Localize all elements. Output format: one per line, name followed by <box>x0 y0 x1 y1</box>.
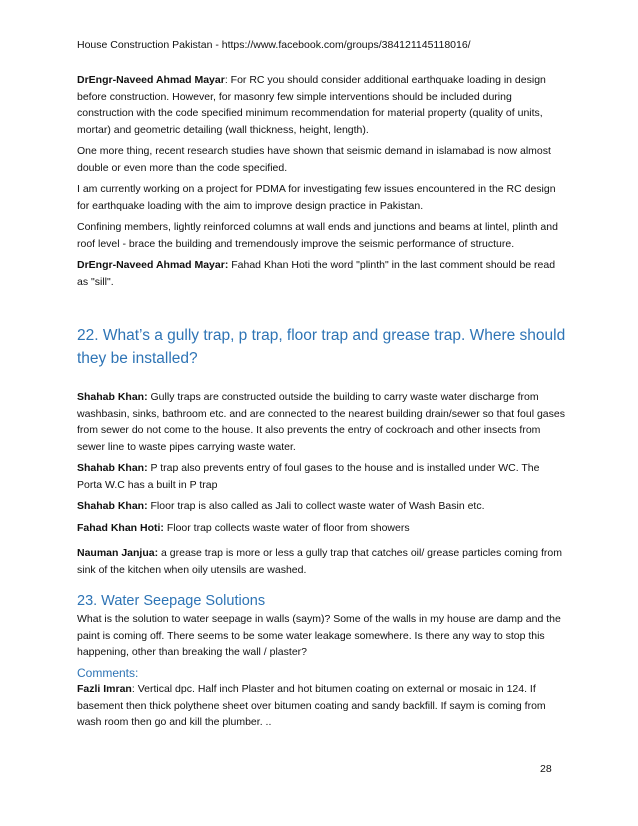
intro-paragraph-3 <box>77 181 565 214</box>
page-number: 28 <box>540 763 552 775</box>
section-22-comment-2 <box>77 460 565 493</box>
section-22-comment-1 <box>77 389 565 455</box>
speaker-name: Shahab Khan: <box>77 391 148 403</box>
separator: : <box>131 683 138 695</box>
section-22-comment-5 <box>77 545 565 578</box>
comment-text: Vertical dpc. Half inch Plaster and hot bitumen coating on external or mosaic in 124. If basement then thick polythene sheet over bitumen coating and sandy backfill. If saym is coming from wash room then go and kill the plumber. .. <box>77 683 546 728</box>
comments-heading: Comments: <box>77 666 139 680</box>
comment-text: Gully traps are constructed outside the building to carry waste water discharge from washbasin, sinks, bathroom etc. and are connected to the nearest building drain/sewer so that foul gases from sewer do not come to the house. It also prevents the entry of cockroach and other insects from sewer line to waste pipes carrying waste water. <box>77 391 565 453</box>
comment-text: a grease trap is more or less a gully trap that catches oil/ grease particles coming from sink of the kitchen when oily utensils are washed. <box>77 547 562 576</box>
intro-paragraph-2 <box>77 143 565 176</box>
section-22-title: 22. What’s a gully trap, p trap, floor trap and grease trap. Where should they be installed? <box>77 327 566 367</box>
page-header: House Construction Pakistan - https://www.facebook.com/groups/384121145118016/ <box>77 39 471 51</box>
speaker-name: DrEngr-Naveed Ahmad Mayar <box>77 74 225 86</box>
speaker-name: Fahad Khan Hoti: <box>77 522 164 534</box>
speaker-name: DrEngr-Naveed Ahmad Mayar: <box>77 259 229 271</box>
question-text: What is the solution to water seepage in walls (saym)? Some of the walls in my house are damp and the paint is coming off. There seems to be some water leakage somewhere. Is there any way to stop this happening, other than breaking the wall / plaster? <box>77 613 561 658</box>
comment-text: For RC you should consider additional earthquake loading in design before construction. However, for masonry few simple interventions should be included during construction with the code specified minimum recommendation for material property (quality of units, mortar) and geometric detailing (wall thickness, height, length). <box>77 74 546 136</box>
comment-text: Fahad Khan Hoti the word "plinth" in the last comment should be read as "sill". <box>77 259 556 288</box>
separator: : <box>224 74 231 86</box>
section-23-title: 23. Water Seepage Solutions <box>77 593 266 609</box>
section-23-question <box>77 611 565 661</box>
paragraph-text: Confining members, lightly reinforced columns at wall ends and junctions and beams at lintel, plinth and roof level - brace the building and tremendously improve the seismic performance of structure. <box>77 221 558 250</box>
section-22-comment-3 <box>77 498 565 515</box>
intro-comment-5 <box>77 257 565 290</box>
intro-paragraph-4 <box>77 219 565 252</box>
section-23-comment <box>77 681 565 731</box>
section-22-comment-4 <box>77 520 565 537</box>
paragraph-text: One more thing, recent research studies have shown that seismic demand in islamabad is now almost double or even more than the code specified. <box>77 145 551 174</box>
speaker-name: Nauman Janjua: <box>77 547 159 559</box>
speaker-name: Shahab Khan: <box>77 500 148 512</box>
comment-text: P trap also prevents entry of foul gases to the house and is installed under WC. The Porta W.C has a built in P trap <box>77 462 540 491</box>
comment-text: Floor trap is also called as Jali to collect waste water of Wash Basin etc. <box>150 500 485 512</box>
speaker-name: Fazli Imran <box>77 683 132 695</box>
comment-text: Floor trap collects waste water of floor from showers <box>166 522 410 534</box>
paragraph-text: I am currently working on a project for PDMA for investigating few issues encountered in the RC design for earthquake loading with the aim to improve design practice in Pakistan. <box>77 183 556 212</box>
intro-comment-1 <box>77 72 565 138</box>
speaker-name: Shahab Khan: <box>77 462 148 474</box>
